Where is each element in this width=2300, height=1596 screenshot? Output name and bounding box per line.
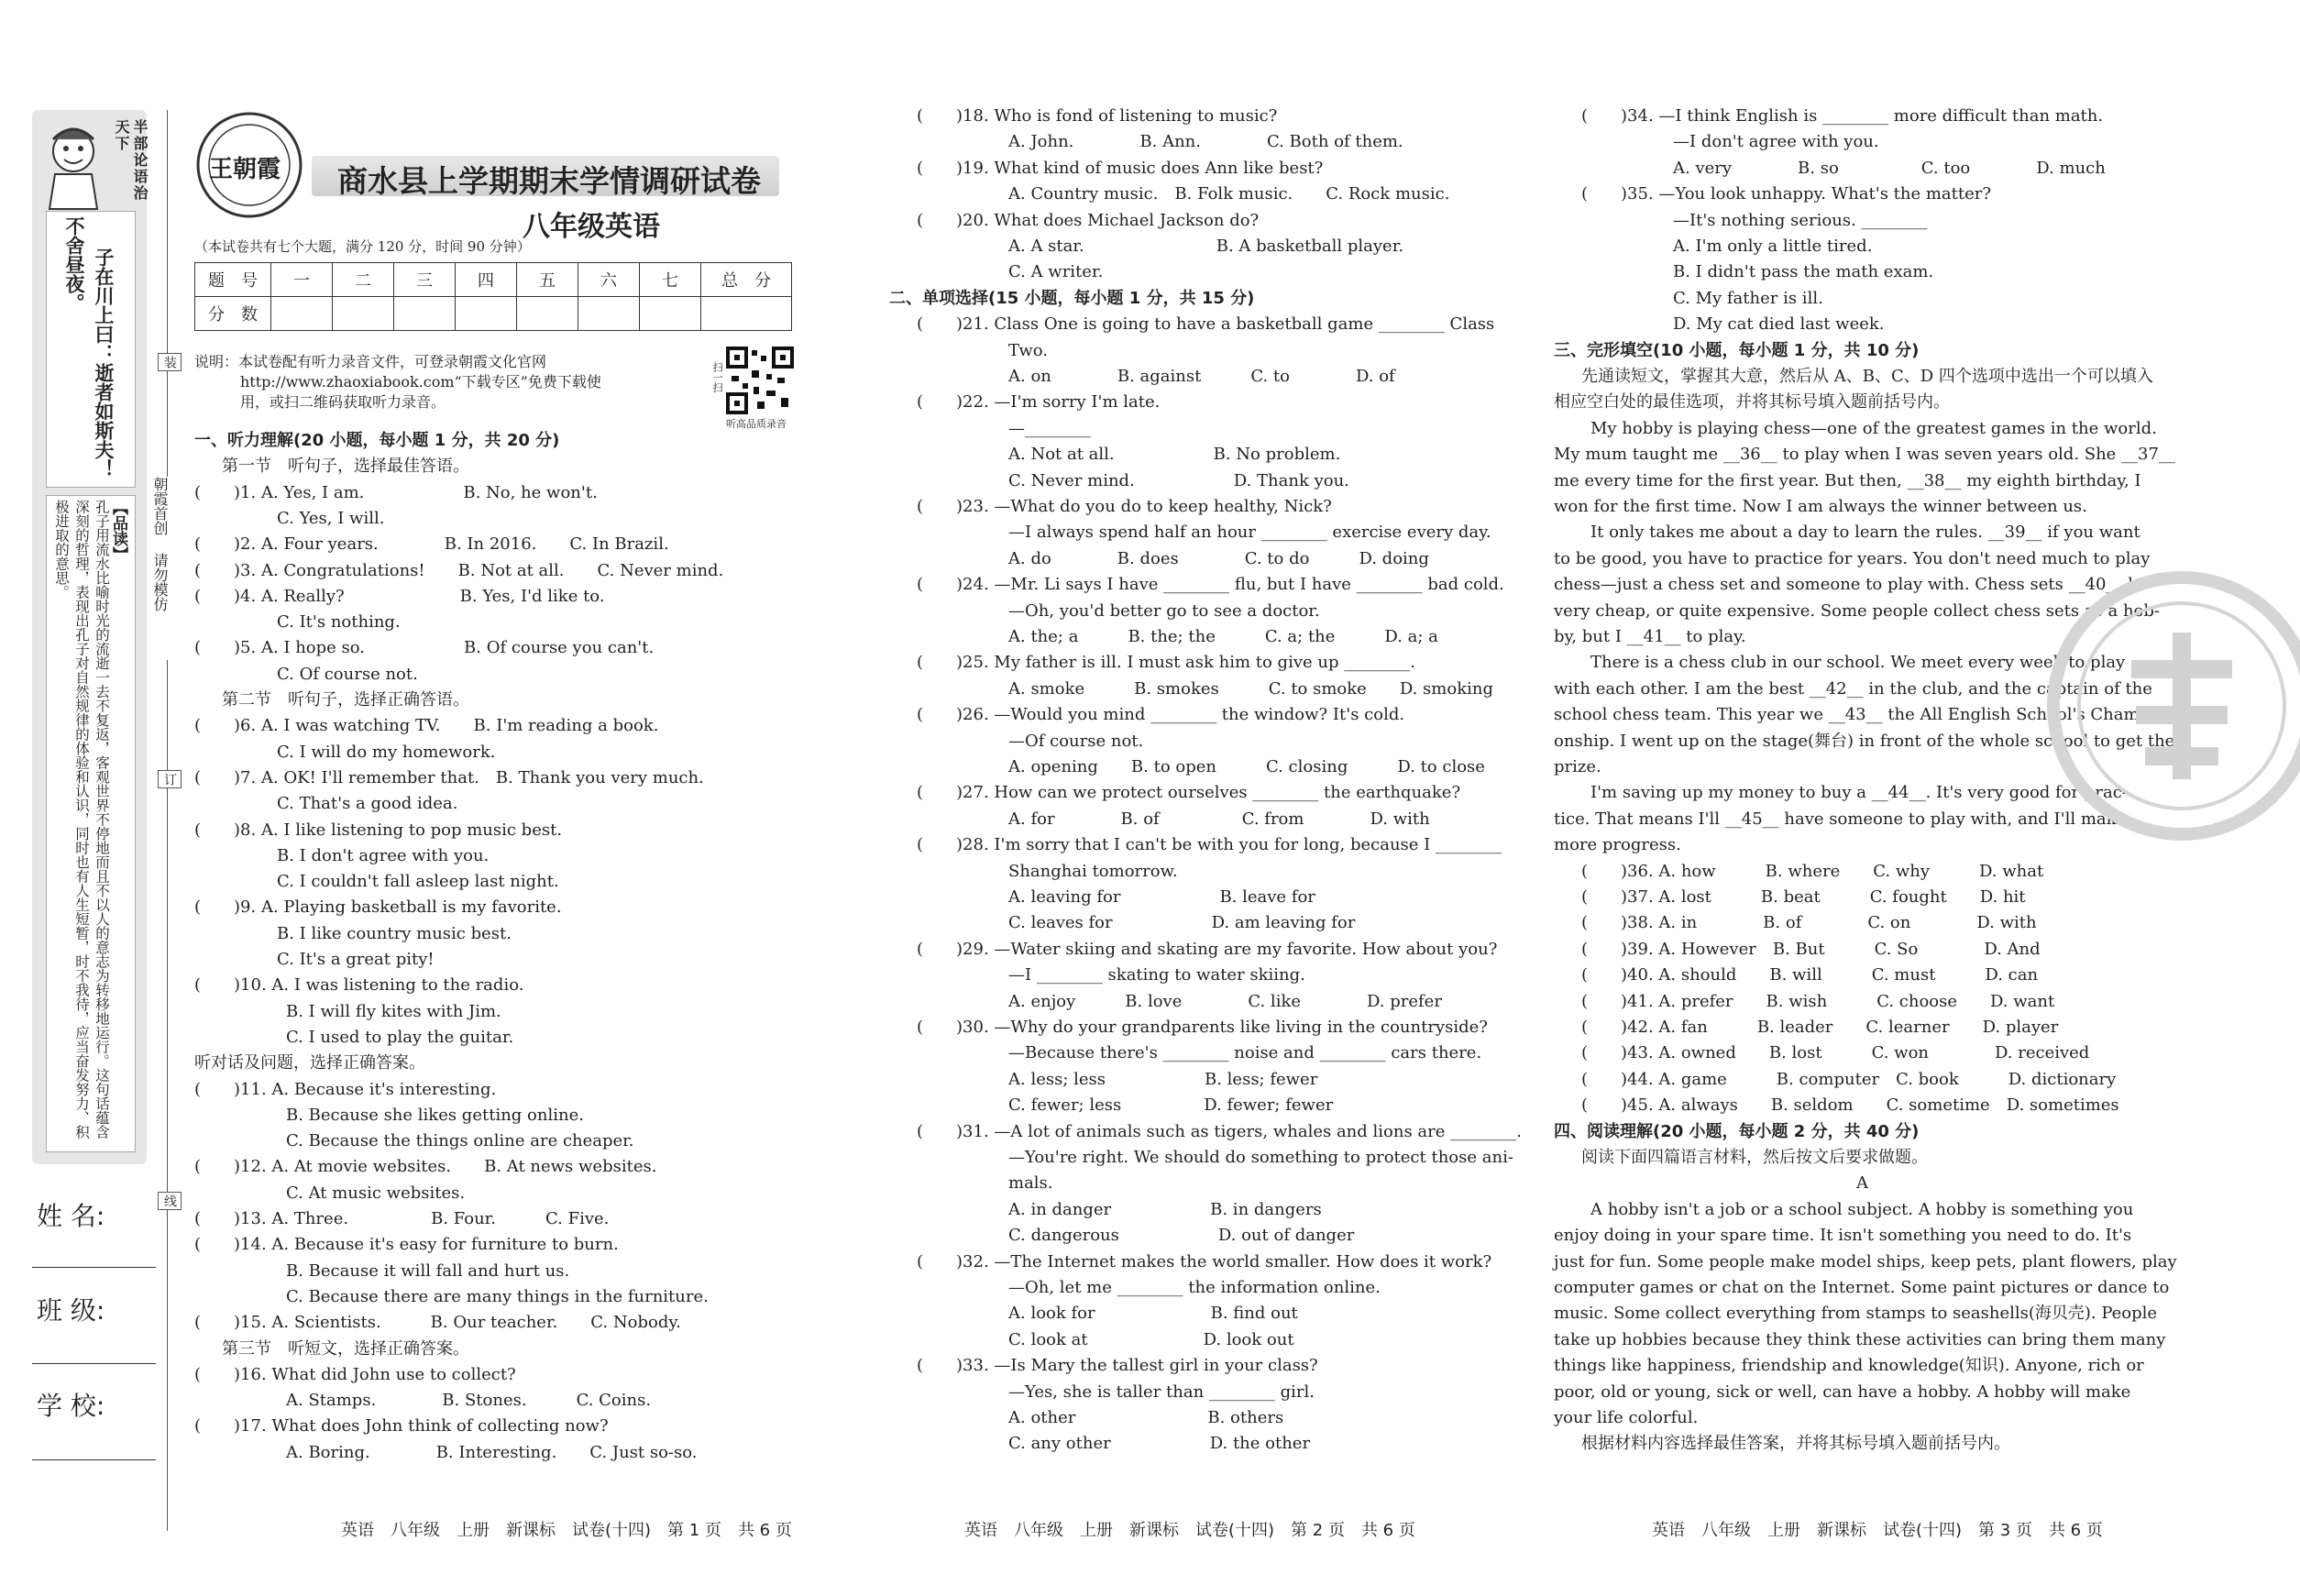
exam-line: ( )32. —The Internet makes the world smaller. How does it work?	[917, 1251, 1492, 1271]
exam-line: chess—just a chess set and someone to play with. Chess sets __40__ be	[1554, 575, 2149, 595]
exam-line: ( )37. A. lost B. beat C. fought D. hit	[1581, 887, 2026, 907]
sidebar-pindu-text: 孔子用流水比喻时光的流逝一去不复返，客观世界不停地而且不以人的意志为转移地运行。这句话蕴含深刻的哲理，表现出孔子对自然规律的体验和认识，同时也有人生短暂，时不我待，应当奋发努力、积极进取的意思。	[53, 500, 110, 1139]
exam-line: C. look at D. look out	[1008, 1329, 1294, 1349]
exam-line: to be good, you have to practice for years. You don't need much to play	[1554, 548, 2151, 568]
exam-line: ( )25. My father is ill. I must ask him to give up ________.	[917, 653, 1415, 673]
section-heading: 三、完形填空(10 小题，每小题 1 分，共 10 分)	[1554, 340, 1920, 360]
exam-line: A. A star. B. A basketball player.	[1008, 237, 1404, 256]
exam-line: C. It's a great pity!	[277, 950, 435, 969]
exam-note: （本试卷共有七个大题，满分 120 分，时间 90 分钟）	[194, 238, 531, 255]
exam-line: A	[1856, 1173, 1868, 1194]
exam-line: ( )39. A. However B. But C. So D. And	[1581, 939, 2041, 959]
exam-line: more progress.	[1554, 835, 1681, 855]
exam-line: ( )27. How can we protect ourselves ________ the earthquake?	[917, 783, 1461, 803]
exam-line: 相应空白处的最佳选项，并将其标号填入题前括号内。	[1554, 392, 1950, 413]
explain-line-1: 说明：本试卷配有听力录音文件，可登录朝霞文化官网	[194, 353, 547, 370]
exam-line: A. on B. against C. to D. of	[1008, 367, 1395, 386]
exam-line: 第一节 听句子，选择最佳答语。	[222, 457, 469, 477]
exam-line: My mum taught me __36__ to play when I was seven years old. She __37__	[1554, 445, 2175, 465]
exam-line: A. leaving for B. leave for	[1008, 887, 1315, 907]
exam-line: ( )35. —You look unhappy. What's the matter?	[1581, 184, 1992, 204]
exam-line: ( )40. A. should B. will C. must D. can	[1581, 965, 2039, 985]
exam-line: ( )2. A. Four years. B. In 2016. C. In Brazil.	[194, 534, 669, 555]
score-input[interactable]	[394, 297, 456, 331]
exam-line: C. Never mind. D. Thank you.	[1008, 470, 1349, 490]
exam-line: C. It's nothing.	[277, 612, 401, 633]
exam-line: A hobby isn't a job or a school subject. A hobby is something you	[1590, 1199, 2134, 1219]
exam-line: A. Boring. B. Interesting. C. Just so-so.	[286, 1442, 698, 1462]
binding-seal-1: 装	[158, 353, 182, 371]
exam-line: me every time for the first year. But then, __38__ my eighth birthday, I	[1554, 470, 2141, 490]
exam-line: ( )19. What kind of music does Ann like best?	[917, 158, 1324, 178]
exam-line: ( )5. A. I hope so. B. Of course you can't.	[194, 638, 655, 658]
page-3-footer: 英语 八年级 上册 新课标 试卷(十四) 第 3 页 共 6 页	[1652, 1521, 2103, 1540]
exam-line: —Because there's ________ noise and ________ cars there.	[1008, 1043, 1482, 1063]
exam-line: ( )34. —I think English is ________ more difficult than math.	[1581, 106, 2104, 126]
exam-line: A. enjoy B. love C. like D. prefer	[1008, 991, 1442, 1011]
score-cell: 总 分	[701, 263, 792, 297]
explain-line-3: 用，或扫二维码获取听力录音。	[240, 393, 446, 411]
exam-line: ( )22. —I'm sorry I'm late.	[917, 392, 1161, 413]
exam-line: —Oh, let me ________ the information online.	[1008, 1278, 1381, 1297]
exam-line: 第二节 听句子，选择正确答语。	[222, 690, 469, 710]
exam-line: 听对话及问题，选择正确答案。	[194, 1053, 425, 1073]
exam-line: Shanghai tomorrow.	[1008, 861, 1178, 881]
score-input[interactable]	[517, 297, 578, 331]
exam-line: ( )43. A. owned B. lost C. won D. received	[1581, 1043, 2090, 1063]
explain-line-2: http://www.zhaoxiabook.com“下载专区”免费下载使	[240, 373, 601, 391]
exam-line: ( )11. A. Because it's interesting.	[194, 1079, 497, 1099]
exam-line: computer games or chat on the Internet. Some paint pictures or dance to	[1554, 1278, 2170, 1297]
exam-line: your life colorful.	[1554, 1408, 1699, 1427]
exam-line: mals.	[1008, 1173, 1053, 1194]
score-cell: 题 号	[195, 263, 271, 297]
exam-line: —Oh, you'd better go to see a doctor.	[1008, 600, 1320, 621]
exam-line: I'm saving up my money to buy a __44__. It's very good for prac-	[1590, 783, 2128, 803]
exam-line: ( )4. A. Really? B. Yes, I'd like to.	[194, 586, 605, 606]
sidebar-quote-left: 不舍昼夜。	[63, 216, 85, 313]
exam-line: ( )36. A. how B. where C. why D. what	[1581, 861, 2044, 881]
exam-line: onship. I went up on the stage(舞台) in front of the whole school to get the	[1554, 731, 2175, 751]
exam-line: A. very B. so C. too D. much	[1673, 158, 2106, 178]
section-heading: 一、听力理解(20 小题，每小题 1 分，共 20 分)	[194, 431, 560, 450]
score-value-row	[195, 297, 792, 331]
exam-line: B. Because it will fall and hurt us.	[286, 1260, 570, 1281]
exam-line: C. Because the things online are cheaper.	[286, 1131, 634, 1151]
qr-side-text: 扫一扫	[711, 362, 723, 392]
score-cell: 六	[578, 263, 640, 297]
exam-line: A. look for B. find out	[1008, 1304, 1298, 1324]
score-input[interactable]	[578, 297, 640, 331]
sidebar-motto: 半部论语治天下	[113, 119, 149, 202]
exam-line: enjoy doing in your spare time. It isn't something you need to do. It's	[1554, 1226, 2132, 1246]
exam-line: ( )10. A. I was listening to the radio.	[194, 975, 524, 996]
exam-line: 第三节 听短文，选择正确答案。	[222, 1338, 469, 1359]
exam-line: B. I didn't pass the math exam.	[1673, 262, 1934, 282]
exam-line: ( )33. —Is Mary the tallest girl in your class?	[917, 1356, 1318, 1376]
exam-line: A. in danger B. in dangers	[1008, 1199, 1322, 1219]
exam-line: C. My father is ill.	[1673, 288, 1823, 308]
exam-line: music. Some collect everything from stamps to seashells(海贝壳). People	[1554, 1304, 2158, 1324]
exam-line: 阅读下面四篇语言材料，然后按文后要求做题。	[1581, 1148, 1928, 1167]
score-cell: 五	[517, 263, 578, 297]
exam-line: ( )45. A. always B. seldom C. sometime D. sometimes	[1581, 1095, 2119, 1116]
exam-line: tice. That means I'll __45__ have someone to play with, and I'll make	[1554, 809, 2127, 829]
exam-line: ( )24. —Mr. Li says I have ________ flu, but I have ________ bad cold.	[917, 575, 1504, 595]
exam-line: just for fun. Some people make model ships, keep pets, plant flowers, play	[1554, 1251, 2177, 1271]
exam-line: C. Yes, I will.	[277, 508, 385, 528]
exam-line: My hobby is playing chess—one of the greatest games in the world.	[1590, 418, 2157, 438]
exam-line: B. I don't agree with you.	[277, 845, 490, 865]
exam-line: C. dangerous D. out of danger	[1008, 1226, 1355, 1246]
score-input[interactable]	[640, 297, 701, 331]
exam-line: ( )16. What did John use to collect?	[194, 1364, 516, 1384]
exam-line: C. I couldn't fall asleep last night.	[277, 872, 559, 892]
sidebar-quote-right: 子在川上曰：逝者如斯夫！	[93, 248, 115, 479]
exam-line: A. Stamps. B. Stones. C. Coins.	[286, 1391, 652, 1411]
qr-caption: 听高品质录音	[726, 418, 787, 430]
score-input[interactable]	[271, 297, 333, 331]
exam-line: A. less; less B. less; fewer	[1008, 1069, 1318, 1089]
publisher-logo-text: 王朝霞	[209, 156, 281, 183]
exam-line: C. That's a good idea.	[277, 794, 458, 814]
exam-line: prize.	[1554, 757, 1601, 776]
binding-line	[167, 110, 168, 1531]
exam-line: C. At music websites.	[286, 1183, 466, 1203]
exam-line: C. any other D. the other	[1008, 1434, 1311, 1454]
exam-line: —I always spend half an hour ________ exercise every day.	[1008, 523, 1491, 543]
exam-line: 根据材料内容选择最佳答案，并将其标号填入题前括号内。	[1581, 1434, 2010, 1454]
exam-line: ( )29. —Water skiing and skating are my favorite. How about you?	[917, 939, 1498, 959]
exam-line: A. smoke B. smokes C. to smoke D. smoking	[1008, 678, 1493, 699]
exam-line: ( )26. —Would you mind ________ the window? It's cold.	[917, 705, 1405, 725]
page-1-footer: 英语 八年级 上册 新课标 试卷(十四) 第 1 页 共 6 页	[341, 1521, 792, 1540]
exam-line: ( )14. A. Because it's easy for furniture to burn.	[194, 1235, 619, 1255]
watermark-seal-icon	[2044, 568, 2300, 843]
exam-line: ( )1. A. Yes, I am. B. No, he won't.	[194, 482, 598, 502]
exam-line: ( )30. —Why do your grandparents like living in the countryside?	[917, 1018, 1488, 1037]
page-subtitle: 八年级英语	[523, 211, 660, 243]
score-input[interactable]	[333, 297, 394, 331]
exam-line: C. A writer.	[1008, 262, 1104, 282]
exam-line: A. for B. of C. from D. with	[1008, 809, 1430, 829]
binding-seal-3: 线	[158, 1192, 182, 1210]
exam-line: ( )9. A. Playing basketball is my favorite.	[194, 897, 562, 918]
exam-line: ( )44. A. game B. computer C. book D. dictionary	[1581, 1069, 2117, 1089]
exam-line: C. I will do my homework.	[277, 742, 496, 762]
exam-line: A. the; a B. the; the C. a; the D. a; a	[1008, 627, 1438, 646]
section-heading: 二、单项选择(15 小题，每小题 1 分，共 15 分)	[889, 288, 1255, 308]
exam-line: ( )18. Who is fond of listening to music?	[917, 106, 1278, 126]
exam-line: by, but I __41__ to play.	[1554, 627, 1746, 646]
sidebar-pindu-label: 【品读】	[109, 500, 127, 562]
exam-line: ( )28. I'm sorry that I can't be with you for long, because I ________	[917, 835, 1502, 855]
exam-line: ( )7. A. OK! I'll remember that. B. Thank you very much.	[194, 767, 704, 787]
name-label: 姓 名:	[37, 1201, 105, 1231]
exam-line: A. Country music. B. Folk music. C. Rock music.	[1008, 184, 1450, 204]
exam-line: —________	[1008, 418, 1091, 438]
score-input[interactable]	[456, 297, 517, 331]
score-cell: 一	[271, 263, 333, 297]
exam-line: ( )6. A. I was watching TV. B. I'm reading a book.	[194, 716, 659, 736]
exam-line: A. John. B. Ann. C. Both of them.	[1008, 132, 1403, 152]
school-label: 学 校:	[37, 1391, 105, 1421]
exam-line: —Of course not.	[1008, 731, 1144, 751]
exam-line: with each other. I am the best __42__ in the club, and the captain of the	[1554, 678, 2152, 699]
page-2-footer: 英语 八年级 上册 新课标 试卷(十四) 第 2 页 共 6 页	[964, 1521, 1415, 1540]
score-cell: 三	[394, 263, 456, 297]
exam-line: —I ________ skating to water skiing.	[1008, 965, 1305, 985]
exam-line: ( )23. —What do you do to keep healthy, Nick?	[917, 497, 1332, 516]
exam-line: A. Not at all. B. No problem.	[1008, 445, 1341, 465]
exam-line: ( )8. A. I like listening to pop music best.	[194, 820, 563, 840]
exam-line: won for the first time. Now I am always the winner between us.	[1554, 497, 2087, 516]
score-header-row	[195, 263, 792, 297]
score-cell: 二	[333, 263, 394, 297]
exam-line: There is a chess club in our school. We meet every week to play	[1590, 653, 2126, 673]
exam-line: ( )20. What does Michael Jackson do?	[917, 210, 1260, 230]
section-heading: 四、阅读理解(20 小题，每小题 2 分，共 40 分)	[1554, 1121, 1920, 1141]
page-title: 商水县上学期期末学情调研试卷	[337, 163, 761, 199]
exam-line: ( )21. Class One is going to have a basketball game ________ Class	[917, 314, 1495, 335]
school-field[interactable]	[32, 1459, 156, 1460]
binding-seal-2: 订	[158, 770, 182, 788]
exam-line: ( )15. A. Scientists. B. Our teacher. C. Nobody.	[194, 1313, 681, 1333]
exam-line: C. fewer; less D. fewer; fewer	[1008, 1095, 1334, 1116]
exam-line: A. do B. does C. to do D. doing	[1008, 548, 1429, 568]
exam-line: ( )13. A. Three. B. Four. C. Five.	[194, 1209, 610, 1228]
name-field[interactable]	[32, 1267, 156, 1268]
exam-line: ( )3. A. Congratulations! B. Not at all. C. Never mind.	[194, 560, 724, 580]
sidebar-quote-box	[46, 211, 136, 488]
class-label: 班 级:	[37, 1295, 105, 1326]
exam-line: ( )42. A. fan B. leader C. learner D. player	[1581, 1018, 2059, 1037]
exam-line: C. leaves for D. am leaving for	[1008, 913, 1356, 933]
exam-line: ( )41. A. prefer B. wish C. choose D. want	[1581, 991, 2055, 1011]
exam-line: A. I'm only a little tired.	[1673, 237, 1873, 256]
anti-copy-warning: 朝霞首创 请勿模仿	[151, 477, 168, 660]
exam-line: 先通读短文，掌握其大意，然后从 A、B、C、D 四个选项中选出一个可以填入	[1581, 367, 2153, 386]
exam-line: B. I like country music best.	[277, 923, 512, 943]
exam-line: —I don't agree with you.	[1673, 132, 1879, 152]
score-input[interactable]	[701, 297, 792, 331]
exam-line: —It's nothing serious. ________	[1673, 210, 1928, 230]
exam-line: A. opening B. to open C. closing D. to close	[1008, 757, 1485, 776]
exam-line: very cheap, or quite expensive. Some people collect chess sets as a hob-	[1554, 600, 2160, 621]
score-table	[194, 262, 792, 331]
exam-line: C. Of course not.	[277, 664, 418, 684]
exam-line: ( )38. A. in B. of C. on D. with	[1581, 913, 2037, 933]
exam-line: ( )31. —A lot of animals such as tigers, whales and lions are ________.	[917, 1121, 1522, 1141]
qr-code-icon[interactable]	[726, 347, 794, 414]
exam-line: B. I will fly kites with Jim.	[286, 1001, 501, 1021]
exam-line: D. My cat died last week.	[1673, 314, 1885, 335]
score-cell: 四	[456, 263, 517, 297]
score-cell: 七	[640, 263, 701, 297]
exam-line: It only takes me about a day to learn the rules. __39__ if you want	[1590, 523, 2140, 543]
exam-line: A. other B. others	[1008, 1408, 1284, 1427]
exam-line: take up hobbies because they think these activities can bring them many	[1554, 1329, 2166, 1349]
cartoon-figure-icon	[39, 119, 110, 211]
exam-line: school chess team. This year we __43__ the All English School's Champi-	[1554, 705, 2161, 725]
exam-line: C. Because there are many things in the furniture.	[286, 1286, 709, 1306]
exam-line: ( )12. A. At movie websites. B. At news websites.	[194, 1157, 657, 1177]
score-cell: 分 数	[195, 297, 271, 331]
exam-line: —You're right. We should do something to protect those ani-	[1008, 1148, 1513, 1167]
exam-line: ( )17. What does John think of collecting now?	[194, 1416, 609, 1436]
class-field[interactable]	[32, 1363, 156, 1364]
exam-line: poor, old or young, sick or well, can have a hobby. A hobby will make	[1554, 1381, 2131, 1402]
exam-line: —Yes, she is taller than ________ girl.	[1008, 1381, 1315, 1402]
exam-line: C. I used to play the guitar.	[286, 1027, 514, 1047]
exam-line: things like happiness, friendship and knowledge(知识). Anyone, rich or	[1554, 1356, 2144, 1376]
exam-line: Two.	[1008, 340, 1049, 360]
exam-line: B. Because she likes getting online.	[286, 1105, 584, 1125]
